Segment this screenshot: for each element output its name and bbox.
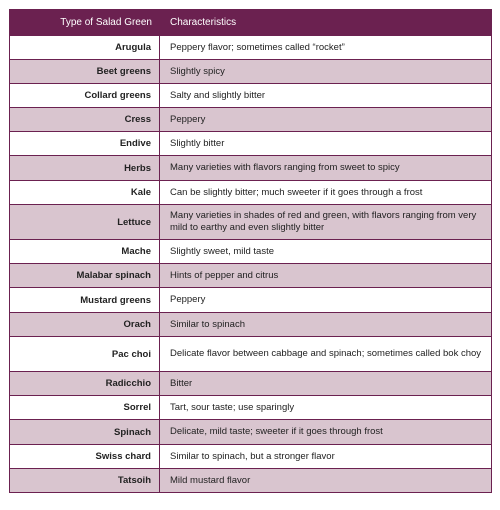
table-row bbox=[10, 107, 491, 131]
header-type: Type of Salad Green bbox=[60, 16, 152, 28]
green-name: Pac choi bbox=[10, 337, 160, 371]
table-row bbox=[10, 83, 491, 107]
table-row bbox=[10, 444, 491, 468]
salad-greens-table bbox=[9, 9, 492, 493]
green-characteristics: Hints of pepper and citrus bbox=[170, 269, 279, 281]
table-row bbox=[10, 371, 491, 395]
header-characteristics: Characteristics bbox=[170, 16, 237, 28]
green-characteristics: Similar to spinach, but a stronger flavor bbox=[170, 450, 335, 462]
table-row bbox=[10, 263, 491, 287]
green-name: Arugula bbox=[10, 36, 160, 59]
green-characteristics: Bitter bbox=[170, 377, 193, 389]
green-name: Orach bbox=[10, 313, 160, 336]
green-name: Herbs bbox=[10, 156, 160, 180]
green-characteristics: Tart, sour taste; use sparingly bbox=[170, 401, 295, 413]
green-characteristics: Delicate, mild taste; sweeter if it goes through frost bbox=[170, 426, 383, 437]
green-characteristics: Peppery bbox=[170, 113, 206, 125]
green-characteristics: Slightly spicy bbox=[170, 65, 225, 77]
green-characteristics: Mild mustard flavor bbox=[170, 474, 251, 486]
green-characteristics: Can be slightly bitter; much sweeter if it goes through a frost bbox=[170, 186, 423, 198]
green-name: Tatsoih bbox=[10, 469, 160, 492]
table-row bbox=[10, 287, 491, 312]
table-body bbox=[10, 35, 491, 492]
table-row bbox=[10, 59, 491, 83]
green-characteristics: Many varieties in shades of red and green, with flavors ranging from very mild to earthy and even slightly bitter bbox=[170, 210, 477, 233]
table-row bbox=[10, 204, 491, 239]
table-row bbox=[10, 395, 491, 419]
green-name: Mache bbox=[10, 240, 160, 263]
green-characteristics: Many varieties with flavors ranging from sweet to spicy bbox=[170, 162, 400, 173]
table-row bbox=[10, 155, 491, 180]
green-characteristics: Peppery bbox=[170, 294, 206, 305]
green-characteristics: Slightly sweet, mild taste bbox=[170, 245, 275, 257]
green-name: Swiss chard bbox=[10, 445, 160, 468]
table-row bbox=[10, 312, 491, 336]
table-row bbox=[10, 336, 491, 371]
table-header bbox=[10, 10, 491, 35]
green-characteristics: Similar to spinach bbox=[170, 318, 245, 330]
green-name: Kale bbox=[10, 181, 160, 204]
table-row bbox=[10, 239, 491, 263]
table-row bbox=[10, 419, 491, 444]
green-characteristics: Salty and slightly bitter bbox=[170, 89, 266, 101]
green-name: Beet greens bbox=[10, 60, 160, 83]
green-name: Collard greens bbox=[10, 84, 160, 107]
green-name: Radicchio bbox=[10, 372, 160, 395]
green-name: Lettuce bbox=[10, 205, 160, 239]
green-name: Spinach bbox=[10, 420, 160, 444]
green-characteristics: Delicate flavor between cabbage and spinach; sometimes called bok choy bbox=[170, 348, 482, 359]
green-name: Endive bbox=[10, 132, 160, 155]
table-row bbox=[10, 131, 491, 155]
table-row bbox=[10, 180, 491, 204]
green-characteristics: Peppery flavor; sometimes called “rocket” bbox=[170, 41, 345, 53]
table-row bbox=[10, 35, 491, 59]
green-name: Malabar spinach bbox=[10, 264, 160, 287]
green-name: Sorrel bbox=[10, 396, 160, 419]
green-name: Cress bbox=[10, 108, 160, 131]
green-characteristics: Slightly bitter bbox=[170, 137, 225, 149]
table-row bbox=[10, 468, 491, 492]
green-name: Mustard greens bbox=[10, 288, 160, 312]
